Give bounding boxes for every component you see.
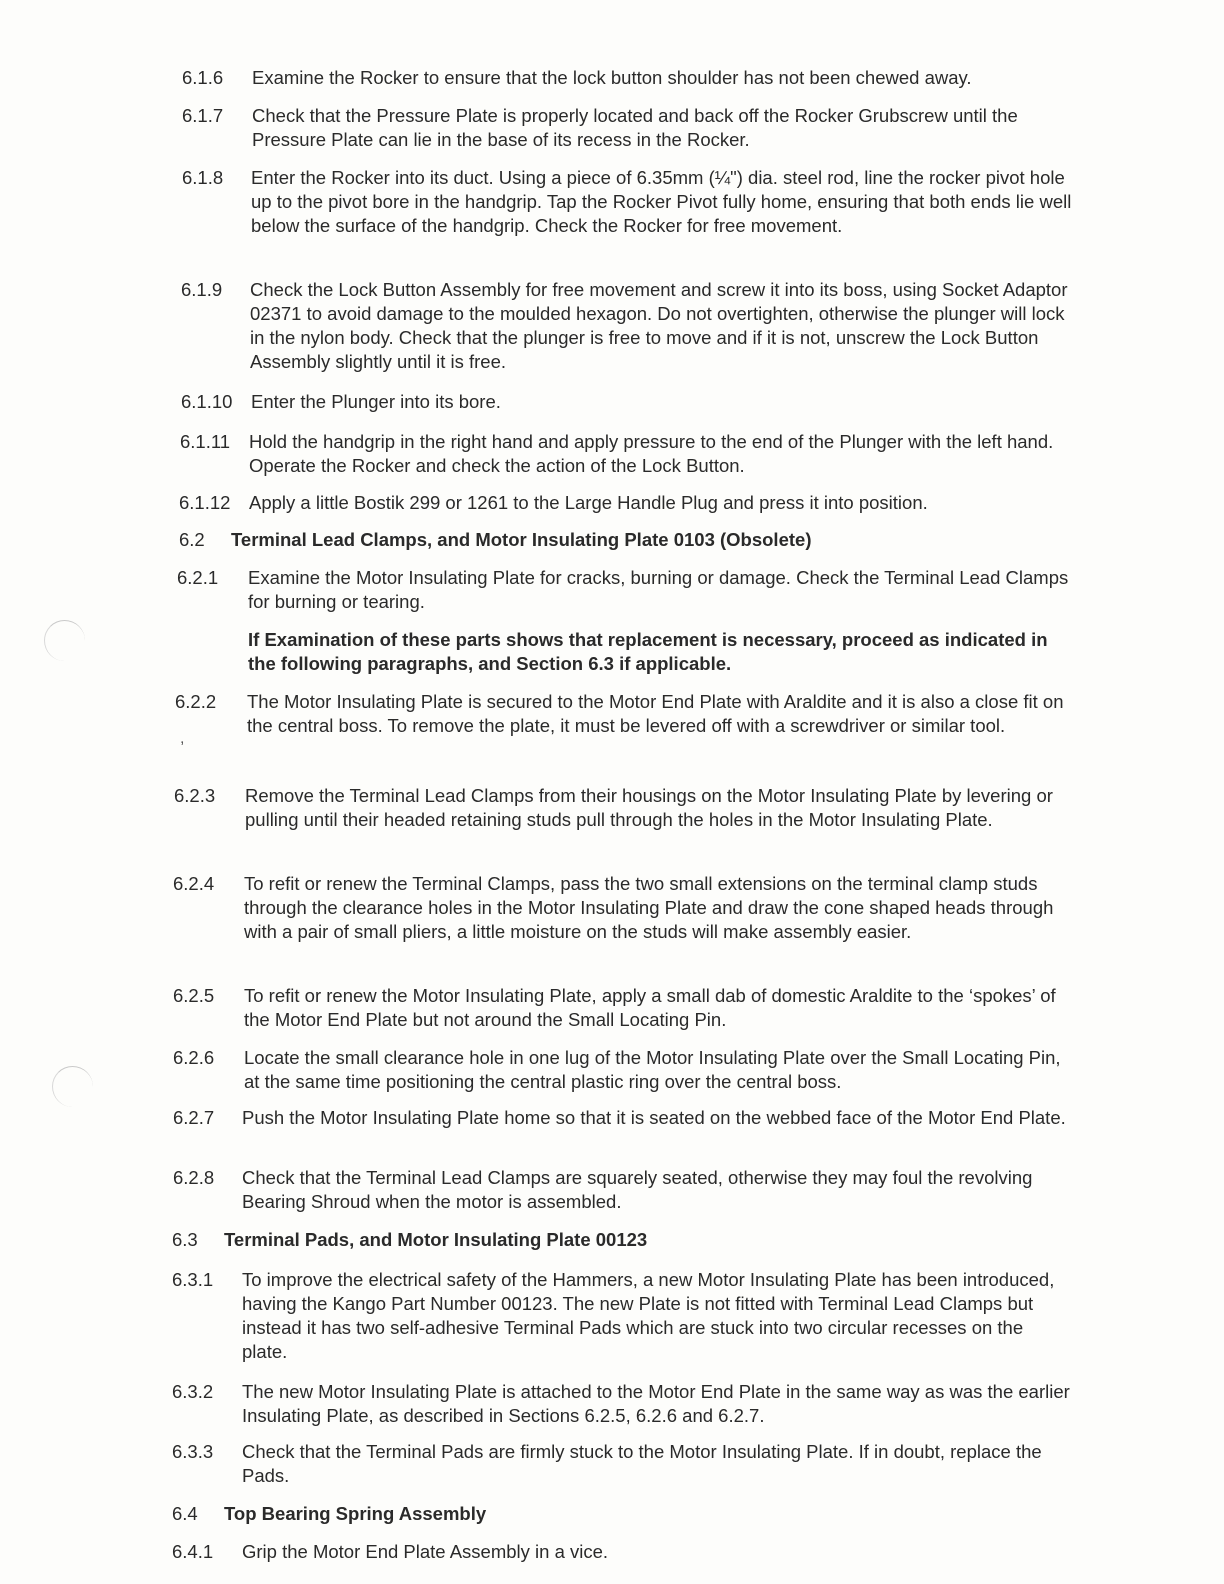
paragraph-text: Examine the Rocker to ensure that the lock button shoulder has not been chewed away. [252,67,972,88]
section-number: 6.4 [172,1503,198,1524]
section-title: Terminal Pads, and Motor Insulating Plate 00123 [224,1229,648,1250]
replacement-note: If Examination of these parts shows that replacement is necessary, proceed as indicated in the following paragraphs, and Section 6.3 if applicable. [248,629,1048,674]
paragraph-text: Examine the Motor Insulating Plate for cracks, burning or damage. Check the Terminal Lead Clamps for burning or tearing. [248,567,1069,612]
paragraph-number: 6.2.8 [173,1167,215,1188]
paragraph-number: 6.2.2 [175,691,217,712]
paragraph-number: 6.2.1 [177,567,219,588]
section-number: 6.3 [172,1229,198,1250]
paragraph-number: 6.3.1 [172,1269,214,1290]
punch-hole [44,620,85,661]
paragraph-number: 6.3.2 [172,1381,214,1402]
paragraph-number: 6.2.7 [173,1107,215,1128]
paragraph-number: 6.2.6 [173,1047,215,1068]
paragraph-text: Hold the handgrip in the right hand and apply pressure to the end of the Plunger with the left hand. Operate the Rocker and check the action of the Lock Button. [249,431,1054,476]
stray-mark: , [180,730,185,747]
paragraph-number: 6.2.4 [173,873,215,894]
paragraph-number: 6.1.6 [182,67,224,88]
paragraph-number: 6.1.9 [181,279,223,300]
paragraph-number: 6.1.11 [180,431,231,452]
paragraph-text: Enter the Plunger into its bore. [251,391,501,412]
paragraph-text: Apply a little Bostik 299 or 1261 to the Large Handle Plug and press it into position. [249,492,928,513]
section-title: Top Bearing Spring Assembly [224,1503,487,1524]
paragraph-text: Remove the Terminal Lead Clamps from their housings on the Motor Insulating Plate by levering or pulling until their headed retaining studs pull through the holes in the Motor Insulating Plate. [245,785,1053,830]
paragraph-number: 6.2.5 [173,985,215,1006]
paragraph-text: Check the Lock Button Assembly for free movement and screw it into its boss, using Socket Adaptor 02371 to avoid damage to the moulded hexagon. Do not overtighten, otherwise the plunger will lock in the nylon body. Check that the plunger is free to move and if it is not, unscrew the Lock Button Assembly slightly until it is free. [250,279,1068,372]
paragraph-number: 6.1.10 [181,391,233,412]
paragraph-number: 6.2.3 [174,785,216,806]
paragraph-text: Locate the small clearance hole in one lug of the Motor Insulating Plate over the Small Locating Pin, at the same time positioning the central plastic ring over the central boss. [244,1047,1061,1092]
paragraph-text: Push the Motor Insulating Plate home so that it is seated on the webbed face of the Motor End Plate. [242,1107,1066,1128]
paragraph-text: The new Motor Insulating Plate is attached to the Motor End Plate in the same way as was the earlier Insulating Plate, as described in Sections 6.2.5, 6.2.6 and 6.2.7. [242,1381,1070,1426]
paragraph-number: 6.4.1 [172,1541,214,1562]
paragraph-text: To refit or renew the Terminal Clamps, pass the two small extensions on the terminal clamp studs through the clearance holes in the Motor Insulating Plate and draw the cone shaped heads through with a pair of small pliers, a little moisture on the studs will make assembly easier. [244,873,1054,942]
paragraph-text: Check that the Terminal Lead Clamps are squarely seated, otherwise they may foul the revolving Bearing Shroud when the motor is assembled. [242,1167,1033,1212]
paragraph-text: The Motor Insulating Plate is secured to the Motor End Plate with Araldite and it is also a close fit on the central boss. To remove the plate, it must be levered off with a screwdriver or similar tool. [247,691,1064,736]
paragraph-number: 6.1.12 [179,492,231,513]
paragraph-text: To improve the electrical safety of the Hammers, a new Motor Insulating Plate has been introduced, having the Kango Part Number 00123. The new Plate is not fitted with Terminal Lead Clamps but instead it has two self-adhesive Terminal Pads which are stuck into two circular recesses on the plate. [242,1269,1055,1362]
paragraph-text: Check that the Pressure Plate is properly located and back off the Rocker Grubscrew until the Pressure Plate can lie in the base of its recess in the Rocker. [252,105,1018,150]
paragraph-number: 6.1.7 [182,105,224,126]
section-number: 6.2 [179,529,205,550]
paragraph-text: Grip the Motor End Plate Assembly in a vice. [242,1541,609,1562]
paragraph-text: Check that the Terminal Pads are firmly stuck to the Motor Insulating Plate. If in doubt, replace the Pads. [242,1441,1042,1486]
punch-hole [52,1066,93,1107]
paragraph-number: 6.1.8 [182,167,224,188]
paragraph-text: To refit or renew the Motor Insulating Plate, apply a small dab of domestic Araldite to the ‘spokes’ of the Motor End Plate but not around the Small Locating Pin. [244,985,1056,1030]
section-title: Terminal Lead Clamps, and Motor Insulating Plate 0103 (Obsolete) [231,529,812,550]
paragraph-number: 6.3.3 [172,1441,214,1462]
paragraph-text: Enter the Rocker into its duct. Using a piece of 6.35mm (¼") dia. steel rod, line the rocker pivot hole up to the pivot bore in the handgrip. Tap the Rocker Pivot fully home, ensuring that both ends lie well below the surface of the handgrip. Check the Rocker for free movement. [251,167,1072,236]
